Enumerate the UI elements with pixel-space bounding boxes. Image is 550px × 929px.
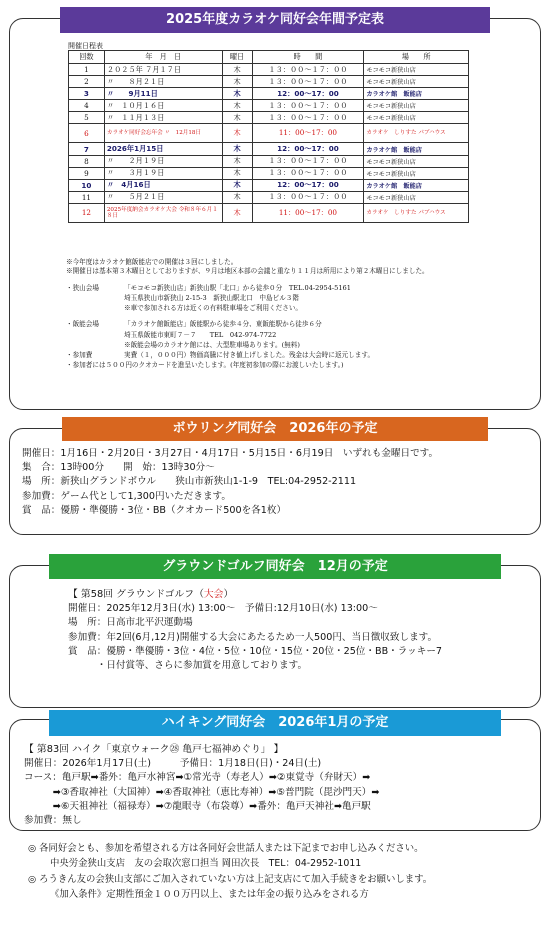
venue-text: 「モコモコ新狭山店」新狭山駅「北口」から徒歩０分 TEL.04-2954-5161 [124, 283, 351, 292]
venue-text: 埼玉県飯能市東町７－７ TEL 042-974-7722 [124, 330, 277, 339]
cell: カラオケ館 飯能店 [364, 179, 469, 191]
detail-line: 場 所：新狭山グランドボウル 狭山市新狭山1-1-9 TEL:04-2952-2111 [22, 476, 357, 488]
detail-line: 集 合：13時00分 開 始：13時30分～ [22, 462, 215, 474]
cell: １３：００～１７：００ [252, 167, 364, 179]
fee-text: 実費（１，０００円）物価高騰に付き値上げしました。残金は大会時に返元します。 [124, 350, 375, 359]
header-date: 年 月 日 [104, 51, 222, 64]
golf-details [68, 588, 442, 673]
venue-label: ・狭山会場 [66, 283, 99, 292]
cell: 4 [69, 100, 105, 112]
cell: １３：００～１７：００ [252, 100, 364, 112]
detail-line: 場 所：日高市北平沢運動場 [68, 617, 193, 629]
hanno-venue [66, 319, 536, 329]
cell: 木 [222, 112, 252, 124]
cell: 12：00～17：00 [252, 143, 364, 155]
detail-line: 参加費：年2回(6月,12月)開催する大会にあたるため一人500円、当日徴収致します。 [68, 631, 438, 643]
cell: 木 [222, 124, 252, 143]
table-row [69, 88, 469, 100]
karaoke-schedule-table [68, 50, 469, 223]
cell: 7 [69, 143, 105, 155]
table-row [69, 179, 469, 191]
event-title-highlight: 大会 [203, 589, 224, 600]
venue-line [66, 303, 536, 313]
cell: １３：００～１７：００ [252, 112, 364, 124]
cell: モコモコ新狭山店 [364, 167, 469, 179]
cell: 〃 ５月２１日 [104, 191, 222, 203]
cell: 木 [222, 64, 252, 76]
cell: 6 [69, 124, 105, 143]
header-time: 時 間 [252, 51, 364, 64]
detail-line: 開催日：2025年12月3日(水) 13:00～ 予備日:12月10日(水) 13:00～ [68, 603, 378, 615]
bowling-section [9, 421, 541, 535]
cell: 木 [222, 155, 252, 167]
event-title: 【 第83回 ハイク「東京ウォーク㉘ 亀戸七福神めぐり」 】 [24, 744, 284, 755]
cell: 12 [69, 203, 105, 222]
cell: 木 [222, 143, 252, 155]
detail-line: 参加費：ゲーム代として1,300円いただきます。 [22, 490, 231, 502]
detail-line: 賞 品：優勝・準優勝・3位・BB（クオカード500を各1枚） [22, 504, 287, 516]
hiking-title-band: ハイキング同好会 2026年1月の予定 [49, 710, 501, 736]
table-row [69, 203, 469, 222]
venue-label: ・飯能会場 [66, 320, 99, 329]
header-place: 場 所 [364, 51, 469, 64]
event-title-pre: 【 第58回 グラウンドゴルフ（ [68, 589, 204, 600]
cell: モコモコ新狭山店 [364, 191, 469, 203]
note-text: ※今年度はカラオケ館飯能店での開催は３回にしました。 [66, 258, 238, 266]
cell: １３：００～１７：００ [252, 155, 364, 167]
bowling-details [22, 447, 438, 518]
cell: 木 [222, 203, 252, 222]
cell: 5 [69, 112, 105, 124]
cell: 〃 １１月１３日 [104, 112, 222, 124]
event-title-post: ） [223, 589, 234, 600]
detail-line: コース：亀戸駅➡番外：亀戸水神宮➡①常光寺（寿老人）➡②東覚寺（弁財天）➡ [24, 772, 371, 784]
venue-text: 埼玉県狭山市新狭山 2-15-3 新狭山駅北口 中島ビル３階 [124, 293, 299, 302]
table-row [69, 76, 469, 88]
table-title: 開催日程表 [68, 42, 103, 50]
footer-condition: 《加入条件》定期性預金１００万円以上、または年金の振り込みをされる方 [50, 889, 369, 901]
detail-line: ➡③香取神社（大国神）➡④香取神社（恵比寿神）➡⑤普門院（毘沙門天）➡ [24, 786, 380, 798]
detail-line: ・日付賞等、さらに参加賞を用意しております。 [68, 660, 308, 672]
cell: 1 [69, 64, 105, 76]
cell: 木 [222, 76, 252, 88]
cell: 11：00～17：00 [252, 203, 364, 222]
karaoke-section [9, 12, 541, 410]
cell: 2 [69, 76, 105, 88]
detail-line: ➡⑥天祖神社（福禄寿）➡⑦龍眼寺（布袋尊）➡番外：亀戸天神社➡亀戸駅 [24, 800, 371, 812]
table-row [69, 64, 469, 76]
ground-golf-section [9, 559, 541, 708]
venue-line [66, 330, 536, 340]
bowling-title-band: ボウリング同好会 2026年の予定 [62, 417, 488, 441]
table-row [69, 155, 469, 167]
cell: カラオケ館 飯能店 [364, 88, 469, 100]
cell: カラオケ しりすた パブハウス [364, 124, 469, 143]
table-row [69, 124, 469, 143]
fee-note: ・参加者には５００円のクオカードを進呈いたします。(年度初参加の際にお渡しいたします。) [66, 361, 344, 370]
cell: 3 [69, 88, 105, 100]
table-header-row [69, 51, 469, 64]
detail-line: 参加費：無し [24, 815, 82, 827]
cell: 〃 ３月１９日 [104, 167, 222, 179]
cell: １３：００～１７：００ [252, 191, 364, 203]
cell: モコモコ新狭山店 [364, 64, 469, 76]
cell: 〃 ８月２１日 [104, 76, 222, 88]
sayama-venue [66, 283, 536, 293]
cell: カラオケ同好会忘年会 〃 12月18日 [104, 124, 222, 143]
table-row [69, 100, 469, 112]
fee-line [66, 350, 536, 360]
venue-text: ※車で参加される方は近くの有料駐車場をご利用ください。 [124, 304, 303, 313]
cell: 11：00～17：00 [252, 124, 364, 143]
venue-text: 「カラオケ館飯能店」飯能駅から徒歩４分、東飯能駅から徒歩６分 [124, 320, 322, 329]
golf-title-band: グラウンドゴルフ同好会 12月の予定 [49, 554, 501, 579]
cell: 10 [69, 179, 105, 191]
cell: 8 [69, 155, 105, 167]
cell: 木 [222, 167, 252, 179]
cell: ２０２５年 ７月１７日 [104, 64, 222, 76]
detail-line: 開催日：1月16日・2月20日・3月27日・4月17日・5月15日・6月19日 いずれも金曜日です。 [22, 448, 439, 459]
karaoke-title-band: 2025年度カラオケ同好会年間予定表 [60, 7, 490, 33]
cell: カラオケ しりすた パブハウス [364, 203, 469, 222]
cell: 12：00～17：00 [252, 179, 364, 191]
cell: 木 [222, 179, 252, 191]
cell: 9 [69, 167, 105, 179]
table-row [69, 191, 469, 203]
event-title [68, 588, 442, 602]
footer-line: ◎ 各同好会とも、参加を希望される方は各同好会世話人または下記までお申し込みください。 [28, 843, 424, 854]
cell: 木 [222, 191, 252, 203]
cell: 11 [69, 191, 105, 203]
footer-notes [28, 841, 432, 903]
note-text: ※開催日は基本第３木曜日としておりますが、９月は地区本部の会議と重なり１１月は所用により第２木曜日にしました。 [66, 267, 429, 276]
cell: 〃 ２月１９日 [104, 155, 222, 167]
cell: １３：００～１７：００ [252, 64, 364, 76]
table-row [69, 112, 469, 124]
cell: 〃 １０月１６日 [104, 100, 222, 112]
cell: 木 [222, 100, 252, 112]
cell: モコモコ新狭山店 [364, 155, 469, 167]
cell: 2026年1月15日 [104, 143, 222, 155]
cell: カラオケ館 飯能店 [364, 143, 469, 155]
cell: 〃 9月11日 [104, 88, 222, 100]
detail-line: 賞 品：優勝・準優勝・3位・4位・5位・10位・15位・20位・25位・BB・ラッキー7 [68, 645, 443, 657]
hiking-details [24, 743, 379, 828]
cell: 〃 4月16日 [104, 179, 222, 191]
venue-line [66, 340, 536, 350]
cell: モコモコ新狭山店 [364, 112, 469, 124]
cell: モコモコ新狭山店 [364, 100, 469, 112]
karaoke-notes [66, 257, 536, 370]
table-row [69, 143, 469, 155]
table-row [69, 167, 469, 179]
cell: 2025年度納会カラオケ大会 令和８年６月１８日 [104, 203, 222, 222]
cell: モコモコ新狭山店 [364, 76, 469, 88]
venue-text: ※飯能会場のカラオケ館には、大型駐車場あります。(無料) [124, 340, 300, 349]
detail-line: 開催日：2026年1月17日(土) 予備日：1月18日(日)・24日(土) [24, 758, 322, 770]
fee-label: ・参加費 [66, 350, 93, 359]
cell: １３：００～１７：００ [252, 76, 364, 88]
cell: 木 [222, 88, 252, 100]
footer-line: ◎ ろうきん友の会狭山支部にご加入されていない方は上記支店にて加入手続きをお願いします。 [28, 873, 433, 885]
footer-contact: 中央労金狭山支店 友の会取次窓口担当 岡田次長 TEL：04-2952-1011 [50, 858, 362, 870]
venue-line [66, 293, 536, 303]
header-count: 回数 [69, 51, 105, 64]
header-weekday: 曜日 [222, 51, 252, 64]
hiking-section [9, 715, 541, 831]
cell: 12：00～17：00 [252, 88, 364, 100]
